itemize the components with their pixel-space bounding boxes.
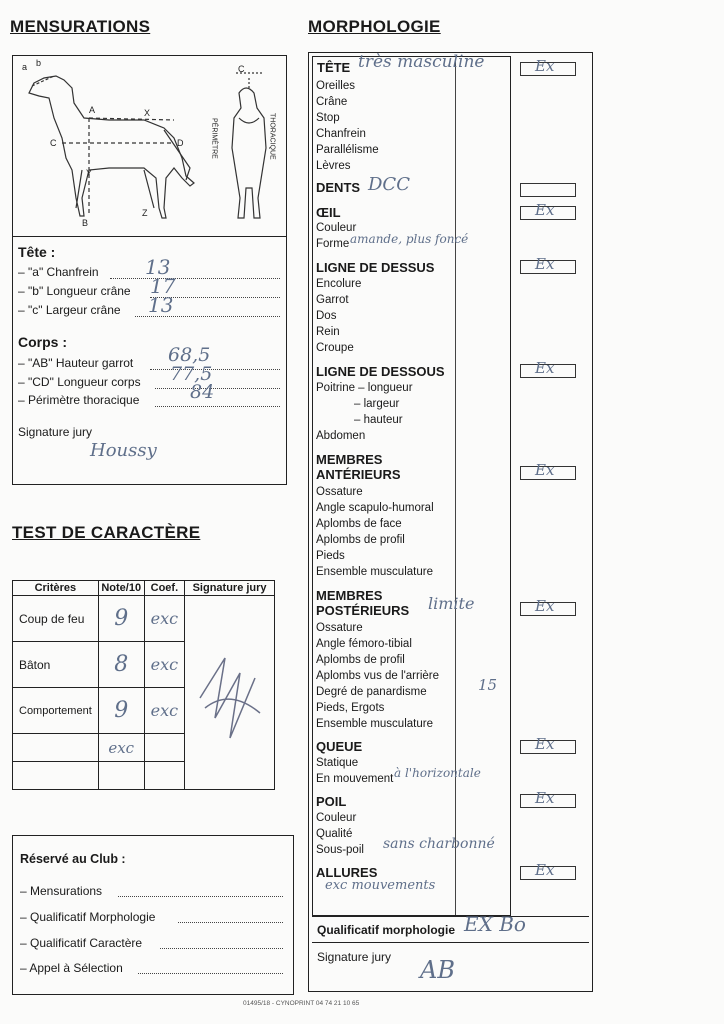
tete-mensurations-title: Tête : (18, 244, 56, 260)
header-criteres: Critères (13, 581, 99, 596)
club-qualif-caractere: – Qualificatif Caractère (20, 936, 143, 950)
perimetre-label: PÉRIMÈTRE (210, 118, 218, 159)
sec-dents-title: DENTS (316, 180, 361, 195)
dessous-largeur: – largeur (354, 398, 400, 410)
morphologie-midline (455, 60, 456, 915)
coef-1-value: exc (150, 609, 179, 628)
post-ossature: Ossature (316, 622, 363, 634)
caractere-table (12, 580, 275, 790)
oeil-forme-hand: amande, plus foncé (350, 232, 469, 246)
dim-b: b (36, 58, 42, 68)
chanfrein-label: – "a" Chanfrein (18, 265, 99, 279)
morpho-signature-label: Signature jury (317, 950, 392, 964)
tete-stop: Stop (316, 112, 340, 124)
mensurations-signature-label: Signature jury (18, 425, 93, 439)
sec-tete-hand: très masculine (358, 52, 485, 72)
hauteur-garrot-label: – "AB" Hauteur garrot (18, 356, 134, 370)
queue-mouvement-hand: à l'horizontale (394, 766, 481, 780)
club-appel-selection-line (138, 973, 283, 974)
sec-poil-box (520, 789, 576, 808)
morpho-signature: AB (420, 956, 455, 984)
club-appel-selection: – Appel à Sélection (20, 961, 123, 975)
sec-ligne-dessus-box (520, 255, 576, 274)
club-title: Réservé au Club : (20, 852, 126, 866)
qualif-divider-bottom (312, 942, 589, 943)
tete-oreilles: Oreilles (316, 80, 355, 92)
corps-title: Corps : (18, 334, 67, 350)
ant-ossature: Ossature (316, 486, 363, 498)
critere-3: Comportement (13, 688, 99, 734)
dim-A: A (89, 105, 96, 115)
sec-ligne-dessus-box-value: Ex (535, 255, 555, 273)
qualificatif-label: Qualificatif morphologie (317, 923, 456, 937)
sec-anterieurs-box-value: Ex (535, 461, 555, 479)
caractere-signature (185, 618, 273, 768)
diagram-divider (12, 236, 287, 237)
note-2 (98, 642, 144, 688)
sec-oeil-box (520, 201, 576, 220)
sec-ligne-dessous-box (520, 359, 576, 378)
queue-mouvement: En mouvement (316, 773, 394, 785)
test-caractere-title: TEST DE CARACTÈRE (12, 523, 201, 542)
club-qualif-morpho-line (178, 922, 283, 923)
note-1-value: 9 (114, 606, 129, 631)
critere-1: Coup de feu (13, 596, 99, 642)
queue-statique: Statique (316, 757, 359, 769)
chanfrein-line (110, 278, 280, 279)
poil-sous-poil-hand: sans charbonné (383, 836, 495, 852)
post-aplombs-profil: Aplombs de profil (316, 654, 405, 666)
coef-2-value: exc (150, 655, 179, 674)
dog-diagram (14, 58, 286, 236)
dessus-croupe: Croupe (316, 342, 354, 354)
dim-a: a (22, 62, 28, 72)
header-note: Note/10 (98, 581, 144, 596)
signature-cell (185, 596, 275, 790)
critere-5 (13, 762, 99, 790)
thoracique-label: THORACIQUE (268, 113, 276, 160)
note-5 (98, 762, 144, 790)
tete-crane: Crâne (316, 96, 348, 108)
hauteur-garrot-value: 68,5 (168, 344, 211, 366)
post-aplombs-arriere: Aplombs vus de l'arrière (316, 670, 439, 682)
note-4 (98, 734, 144, 762)
coef-4 (144, 734, 184, 762)
ant-angle: Angle scapulo-humoral (316, 502, 434, 514)
perimetre-thoracique-value: 84 (190, 381, 215, 403)
sec-queue-title: QUEUE (316, 739, 363, 754)
club-qualif-caractere-line (160, 948, 283, 949)
post-pieds-ergots: Pieds, Ergots (316, 702, 385, 714)
dim-Z: Z (142, 208, 148, 218)
ant-pieds: Pieds (316, 550, 345, 562)
sec-allures-hand: exc mouvements (325, 878, 436, 893)
note-2-value: 8 (114, 652, 129, 677)
club-qualif-morpho: – Qualificatif Morphologie (20, 910, 156, 924)
sec-anterieurs-box (520, 461, 576, 480)
coef-2 (144, 642, 184, 688)
mensurations-title: MENSURATIONS (10, 17, 151, 36)
critere-4 (13, 734, 99, 762)
sec-posterieurs-box-value: Ex (535, 597, 555, 615)
sec-tete-box-value: Ex (535, 57, 555, 75)
tete-chanfrein: Chanfrein (316, 128, 366, 140)
dessus-garrot: Garrot (316, 294, 349, 306)
note-4-value: exc (108, 738, 135, 757)
oeil-couleur: Couleur (316, 222, 357, 234)
sec-queue-box (520, 735, 576, 754)
sec-anterieurs-title: MEMBRES ANTÉRIEURS (316, 452, 401, 482)
dessous-poitrine: Poitrine – longueur (316, 382, 413, 394)
ant-aplombs-profil: Aplombs de profil (316, 534, 405, 546)
dim-D: D (177, 138, 184, 148)
dessus-dos: Dos (316, 310, 337, 322)
coef-3-value: exc (150, 701, 179, 720)
coef-3 (144, 688, 184, 734)
sec-posterieurs-hand: limite (428, 594, 475, 613)
longueur-corps-value: 77,5 (170, 363, 213, 385)
sec-dents-hand: DCC (368, 174, 410, 195)
footer-print: 01495/18 - CYNOPRINT 04 74 21 10 65 (243, 1000, 360, 1007)
dessus-encolure: Encolure (316, 278, 362, 290)
sec-queue-box-value: Ex (535, 735, 555, 753)
oeil-forme: Forme (316, 238, 350, 250)
header-signature: Signature jury (185, 581, 275, 596)
sec-allures-title: ALLURES (316, 865, 378, 880)
note-3-value: 9 (114, 698, 129, 723)
post-panardisme: Degré de panardisme (316, 686, 427, 698)
perimetre-thoracique-line (155, 406, 280, 407)
ant-musculature: Ensemble musculature (316, 566, 433, 578)
club-mensurations: – Mensurations (20, 884, 103, 898)
dim-Y: Y (86, 168, 93, 178)
dessous-hauteur: – hauteur (354, 414, 403, 426)
sec-posterieurs-title: MEMBRES POSTÉRIEURS (316, 588, 410, 618)
sec-posterieurs-box (520, 597, 576, 616)
qualificatif-value: EX Bo (464, 912, 526, 936)
qualif-divider-top (312, 916, 589, 917)
largeur-crane-label: – "c" Largeur crâne (18, 303, 121, 317)
longueur-corps-line (155, 388, 280, 389)
sec-ligne-dessus-title: LIGNE DE DESSUS (316, 260, 435, 275)
poil-qualite: Qualité (316, 828, 353, 840)
sec-poil-box-value: Ex (535, 789, 555, 807)
chanfrein-value: 13 (145, 255, 171, 279)
tete-parallelisme: Parallélisme (316, 144, 379, 156)
sec-allures-box (520, 861, 576, 880)
dim-c: C (238, 64, 245, 74)
post-panardisme-hand: 15 (478, 676, 498, 694)
mensurations-signature: Houssy (90, 440, 157, 461)
sec-tete-box (520, 57, 576, 76)
sec-oeil-title: ŒIL (316, 205, 341, 220)
critere-2: Bâton (13, 642, 99, 688)
sec-ligne-dessous-title: LIGNE DE DESSOUS (316, 364, 445, 379)
dessous-abdomen: Abdomen (316, 430, 366, 442)
longueur-crane-value: 17 (150, 274, 176, 298)
post-musculature: Ensemble musculature (316, 718, 433, 730)
header-coef: Coef. (144, 581, 184, 596)
dim-C: C (50, 138, 57, 148)
longueur-crane-label: – "b" Longueur crâne (18, 284, 131, 298)
longueur-corps-label: – "CD" Longueur corps (18, 375, 141, 389)
ant-aplombs-face: Aplombs de face (316, 518, 402, 530)
dim-B: B (82, 218, 89, 228)
note-3 (98, 688, 144, 734)
tete-levres: Lèvres (316, 160, 351, 172)
morphologie-title: MORPHOLOGIE (308, 17, 441, 36)
perimetre-thoracique-label: – Périmètre thoracique (18, 393, 140, 407)
sec-dents-box (520, 183, 576, 197)
sec-poil-title: POIL (316, 794, 347, 809)
coef-5 (144, 762, 184, 790)
post-angle: Angle fémoro-tibial (316, 638, 412, 650)
dessus-rein: Rein (316, 326, 340, 338)
sec-allures-box-value: Ex (535, 861, 555, 879)
sec-tete-title: TÊTE (317, 60, 351, 75)
sec-oeil-box-value: Ex (535, 201, 555, 219)
club-mensurations-line (118, 896, 283, 897)
largeur-crane-value: 13 (148, 293, 174, 317)
coef-1 (144, 596, 184, 642)
poil-couleur: Couleur (316, 812, 357, 824)
note-1 (98, 596, 144, 642)
dim-X: X (144, 108, 151, 118)
sec-ligne-dessous-box-value: Ex (535, 359, 555, 377)
poil-sous-poil: Sous-poil (316, 844, 364, 856)
